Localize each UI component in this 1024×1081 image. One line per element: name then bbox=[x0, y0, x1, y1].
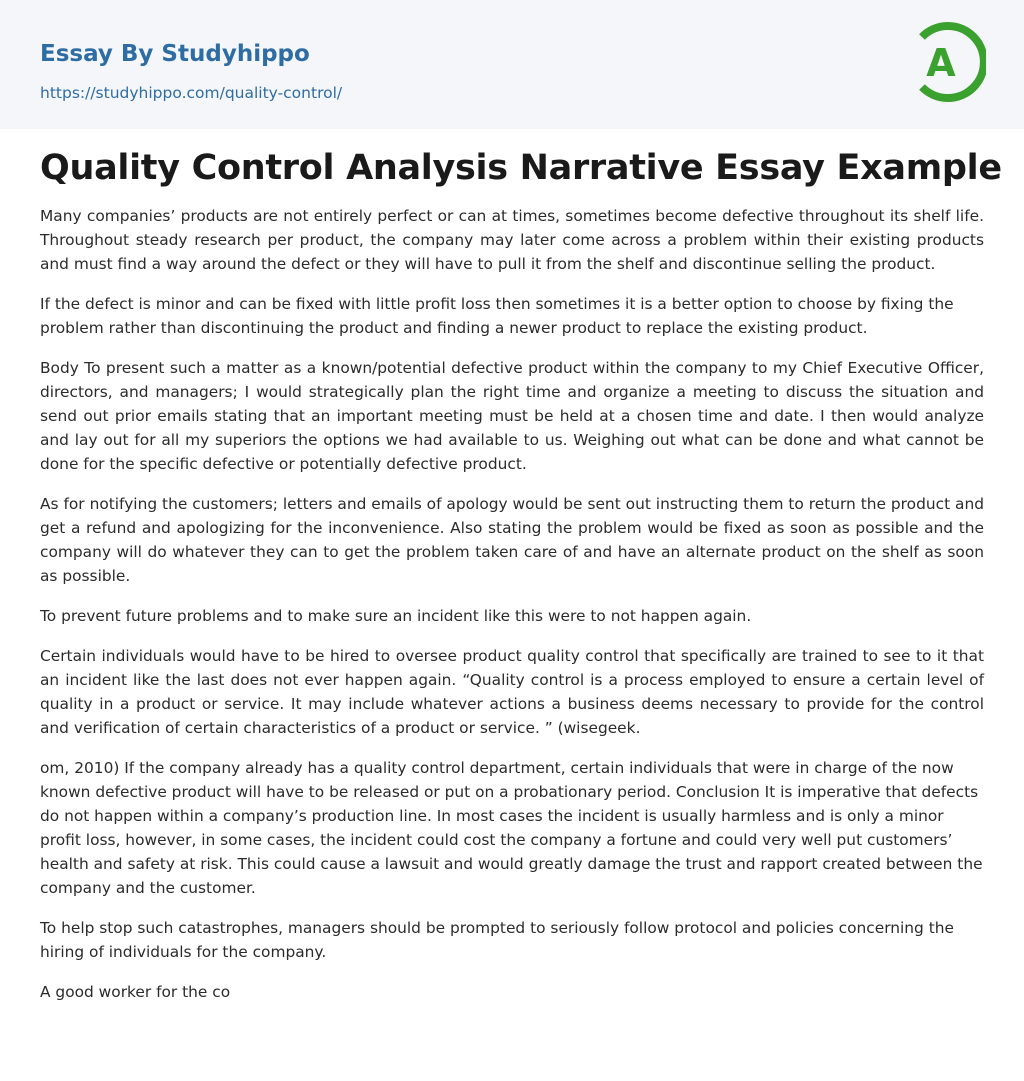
article-paragraph: Body To present such a matter as a known/potential defective product within the company to my Chief Executive Officer, directors, and managers; I would strategically plan the right time and organize a meeting to discuss the situation and send out prior emails stating that an important meeting must be held at a chosen time and date. I then would analyze and lay out for all my superiors the options we had available to us. Weighing out what can be done and what cannot be done for the specific defective or potentially defective product. bbox=[40, 359, 984, 473]
article-title: Quality Control Analysis Narrative Essay Example bbox=[40, 148, 1002, 188]
site-header bbox=[0, 0, 1024, 129]
article-paragraph: A good worker for the co bbox=[40, 983, 231, 1001]
article-paragraph: Many companies’ products are not entirely perfect or can at times, sometimes become defective throughout its shelf life. Throughout steady research per product, the company may later come across a problem within their existing products and must find a way around the defect or they will have to pull it from the shelf and discontinue selling the product. bbox=[40, 207, 984, 273]
article-paragraph: Certain individuals would have to be hired to oversee product quality control that specifically are trained to see to it that an incident like the last does not ever happen again. “Quality control is a process employed to ensure a certain level of quality in a product or service. It may include whatever actions a business deems necessary to provide for the control and verification of certain characteristics of a product or service. ” (wisegeek. bbox=[40, 647, 984, 737]
article-paragraph: om, 2010) If the company already has a quality control department, certain individuals that were in charge of the now known defective product will have to be released or put on a probationary period. Conclusion It is imperative that defects do not happen within a company’s production line. In most cases the incident is usually harmless and is only a minor profit loss, however, in some cases, the incident could cost the company a fortune and could very well put customers’ health and safety at risk. This could cause a lawsuit and would greatly damage the trust and rapport created between the company and the customer. bbox=[40, 759, 983, 897]
article bbox=[40, 146, 1002, 1020]
studyhippo-logo-icon[interactable] bbox=[912, 19, 986, 105]
site-brand[interactable]: Essay By Studyhippo bbox=[40, 41, 310, 67]
article-paragraph: If the defect is minor and can be fixed with little profit loss then sometimes it is a better option to choose by fixing the problem rather than discontinuing the product and finding a newer product to replace the existing product. bbox=[40, 295, 954, 337]
page-url-link[interactable]: https://studyhippo.com/quality-control/ bbox=[40, 84, 343, 102]
article-paragraph: To prevent future problems and to make sure an incident like this were to not happen again. bbox=[40, 607, 752, 625]
article-paragraph: As for notifying the customers; letters and emails of apology would be sent out instructing them to return the product and get a refund and apologizing for the inconvenience. Also stating the problem would be fixed as soon as possible and the company will do whatever they can to get the problem taken care of and have an alternate product on the shelf as soon as possible. bbox=[40, 495, 984, 585]
article-paragraph: To help stop such catastrophes, managers should be prompted to seriously follow protocol and policies concerning the hiring of individuals for the company. bbox=[40, 919, 954, 961]
logo-letter: A bbox=[926, 41, 956, 85]
